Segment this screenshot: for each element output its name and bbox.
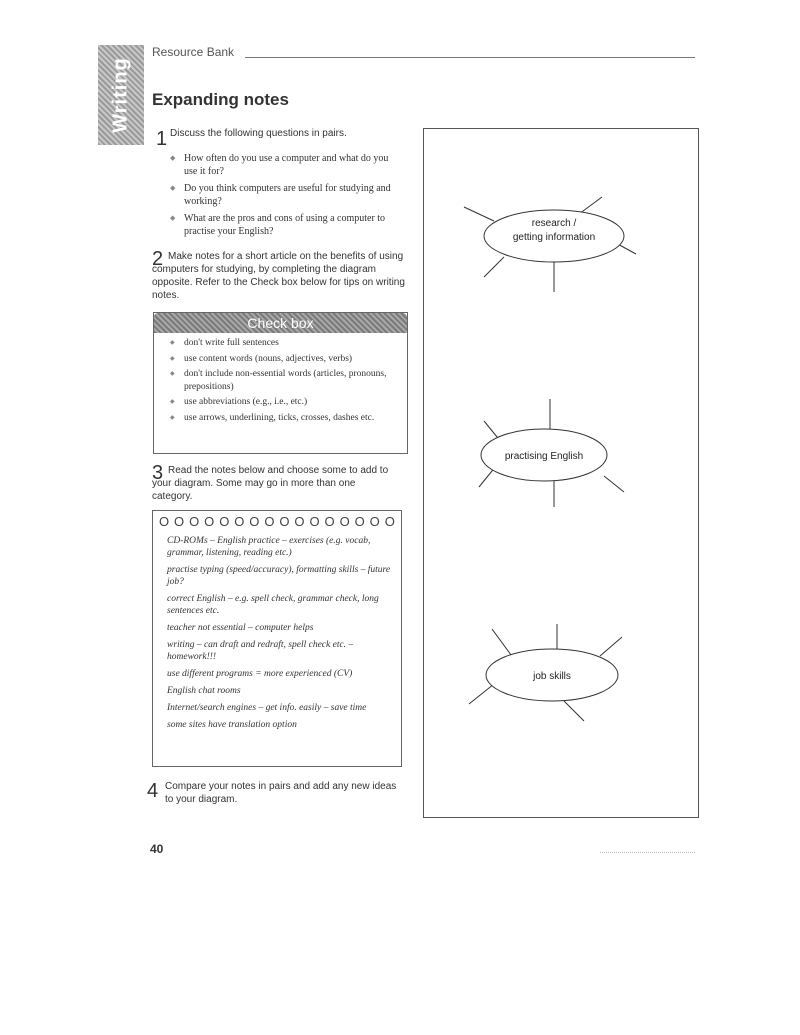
question-item: ◆ Do you think computers are useful for studying and working? bbox=[160, 182, 400, 208]
question-item: ◆ How often do you use a computer and what do you use it for? bbox=[160, 152, 400, 178]
spiral-ring: O bbox=[279, 514, 290, 529]
spiral-ring: O bbox=[249, 514, 260, 529]
footer-dotted-line bbox=[600, 852, 695, 853]
check-box-item: ◆ don't write full sentences bbox=[154, 337, 399, 350]
check-box-item: ◆ don't include non-essential words (articles, pronouns, prepositions) bbox=[154, 368, 399, 393]
spiral-ring: O bbox=[339, 514, 350, 529]
task-3-instruction: Read the notes below and choose some to add to your diagram. Some may go in more than one category. bbox=[152, 465, 389, 502]
node-research bbox=[464, 197, 636, 292]
spiral-ring: O bbox=[189, 514, 200, 529]
header-divider bbox=[245, 57, 695, 58]
task-1-questions bbox=[160, 152, 400, 242]
node-practising bbox=[479, 399, 624, 507]
question-item: ◆ What are the pros and cons of using a computer to practise your English? bbox=[160, 212, 400, 238]
check-box-title: Check box bbox=[154, 313, 407, 333]
spiral-ring: O bbox=[354, 514, 365, 529]
spiral-ring: O bbox=[264, 514, 275, 529]
notes-list bbox=[153, 535, 401, 731]
spiral-ring: O bbox=[309, 514, 320, 529]
spiral-ring: O bbox=[159, 514, 170, 529]
resource-bank-label: Resource Bank bbox=[152, 45, 235, 59]
task-2-number: 2 bbox=[152, 248, 164, 270]
note-item: Internet/search engines – get info. easily – save time bbox=[167, 703, 367, 713]
spiral-ring: O bbox=[324, 514, 335, 529]
spider-diagram bbox=[423, 128, 699, 818]
notes-box bbox=[152, 510, 402, 767]
task-2-instruction: Make notes for a short article on the benefits of using computers for studying, by completing the diagram opposite. Refer to the Check box below for tips on writing notes. bbox=[152, 251, 405, 301]
spiral-ring: O bbox=[204, 514, 215, 529]
spiral-ring: O bbox=[369, 514, 380, 529]
node-research-line1: research / bbox=[531, 218, 577, 229]
notebook-spiral bbox=[153, 511, 401, 529]
note-item: CD-ROMs – English practice – exercises (e.g. vocab, grammar, listening, reading etc.) bbox=[167, 536, 371, 558]
note-item: practise typing (speed/accuracy), formatting skills – future job? bbox=[167, 565, 391, 587]
section-tab bbox=[98, 45, 144, 145]
task-3-number: 3 bbox=[152, 462, 164, 484]
page-title: Expanding notes bbox=[152, 90, 289, 109]
task-1-number: 1 bbox=[156, 128, 168, 150]
check-box-item: ◆ use abbreviations (e.g., i.e., etc.) bbox=[154, 396, 399, 409]
page-number: 40 bbox=[150, 842, 164, 856]
check-box-item: ◆ use arrows, underlining, ticks, crosses, dashes etc. bbox=[154, 412, 399, 425]
node-research-line2: getting information bbox=[512, 232, 596, 243]
spiral-ring: O bbox=[384, 514, 395, 529]
spiral-ring: O bbox=[294, 514, 305, 529]
task-4-number: 4 bbox=[147, 780, 159, 802]
section-tab-label: Writing bbox=[109, 57, 132, 133]
task-1-instruction: Discuss the following questions in pairs. bbox=[170, 128, 347, 139]
spiral-ring: O bbox=[219, 514, 230, 529]
note-item: some sites have translation option bbox=[167, 720, 297, 730]
node-practising-label: practising English bbox=[504, 451, 584, 462]
spiral-ring: O bbox=[234, 514, 245, 529]
note-item: English chat rooms bbox=[167, 686, 241, 696]
check-box-item: ◆ use content words (nouns, adjectives, verbs) bbox=[154, 353, 399, 366]
spiral-ring: O bbox=[174, 514, 185, 529]
note-item: writing – can draft and redraft, spell check etc. – homework!!! bbox=[167, 640, 354, 662]
note-item: use different programs = more experienced (CV) bbox=[167, 669, 353, 679]
task-4-instruction: Compare your notes in pairs and add any new ideas to your diagram. bbox=[165, 781, 397, 805]
node-job-skills-label: job skills bbox=[533, 671, 571, 682]
check-box-list bbox=[154, 337, 407, 424]
node-job-skills bbox=[469, 624, 622, 721]
note-item: teacher not essential – computer helps bbox=[167, 623, 314, 633]
note-item: correct English – e.g. spell check, grammar check, long sentences etc. bbox=[167, 594, 379, 616]
check-box bbox=[153, 312, 408, 454]
